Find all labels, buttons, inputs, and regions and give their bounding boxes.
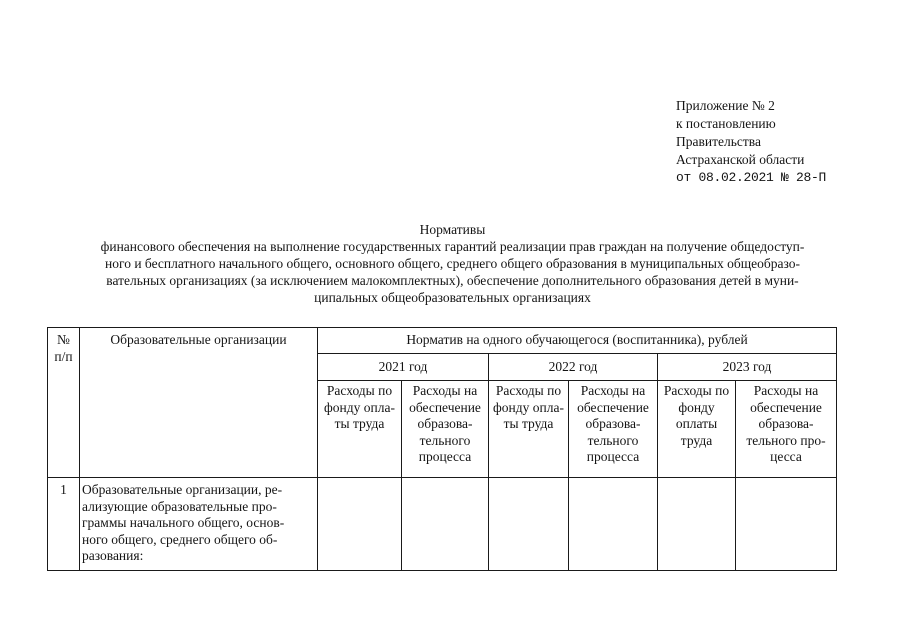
row-organization: Образовательные организации, ре- ализующие образовательные про- граммы начального общего, основ- ного общего, среднего общего об- разования: [80, 478, 318, 571]
header-organizations: Образовательные организации [80, 328, 318, 478]
title-line: вательных организациях (за исключением малокомплектных), обеспечение дополнительного образования детей в муни- [106, 273, 799, 288]
row-number: 1 [48, 478, 80, 571]
header-row-number: № п/п [48, 328, 80, 478]
header-payroll-2023: Расходы по фонду оплаты труда [658, 381, 736, 478]
header-year-2021: 2021 год [318, 354, 489, 381]
appendix-reference [676, 97, 826, 187]
appendix-line: Приложение № 2 [676, 98, 775, 113]
appendix-line: Астраханской области [676, 152, 805, 167]
appendix-line: к постановлению [676, 116, 776, 131]
header-year-2022: 2022 год [489, 354, 658, 381]
row-value [736, 478, 837, 571]
row-value [658, 478, 736, 571]
title-line: ципальных общеобразовательных организациях [314, 290, 591, 305]
header-year-2023: 2023 год [658, 354, 837, 381]
appendix-line: Правительства [676, 134, 761, 149]
header-education-process-2023: Расходы на обеспечение образова- тельного про- цесса [736, 381, 837, 478]
header-norm-per-student: Норматив на одного обучающегося (воспитанника), рублей [318, 328, 837, 354]
row-value [318, 478, 402, 571]
header-payroll-2021: Расходы по фонду опла- ты труда [318, 381, 402, 478]
header-payroll-2022: Расходы по фонду опла- ты труда [489, 381, 569, 478]
row-value [489, 478, 569, 571]
document-title [36, 221, 869, 306]
norms-table [47, 327, 837, 571]
title-line: финансового обеспечения на выполнение государственных гарантий реализации прав граждан на получение общедоступ- [100, 239, 805, 254]
appendix-date-number: от 08.02.2021 № 28-П [676, 170, 827, 185]
row-value [402, 478, 489, 571]
row-value [569, 478, 658, 571]
header-education-process-2022: Расходы на обеспечение образова- тельного процесса [569, 381, 658, 478]
title-line: ного и бесплатного начального общего, основного общего, среднего общего образования в муниципальных общеобразо- [105, 256, 800, 271]
table-row [48, 478, 837, 571]
title-heading: Нормативы [419, 222, 486, 237]
header-education-process-2021: Расходы на обеспечение образова- тельного процесса [402, 381, 489, 478]
